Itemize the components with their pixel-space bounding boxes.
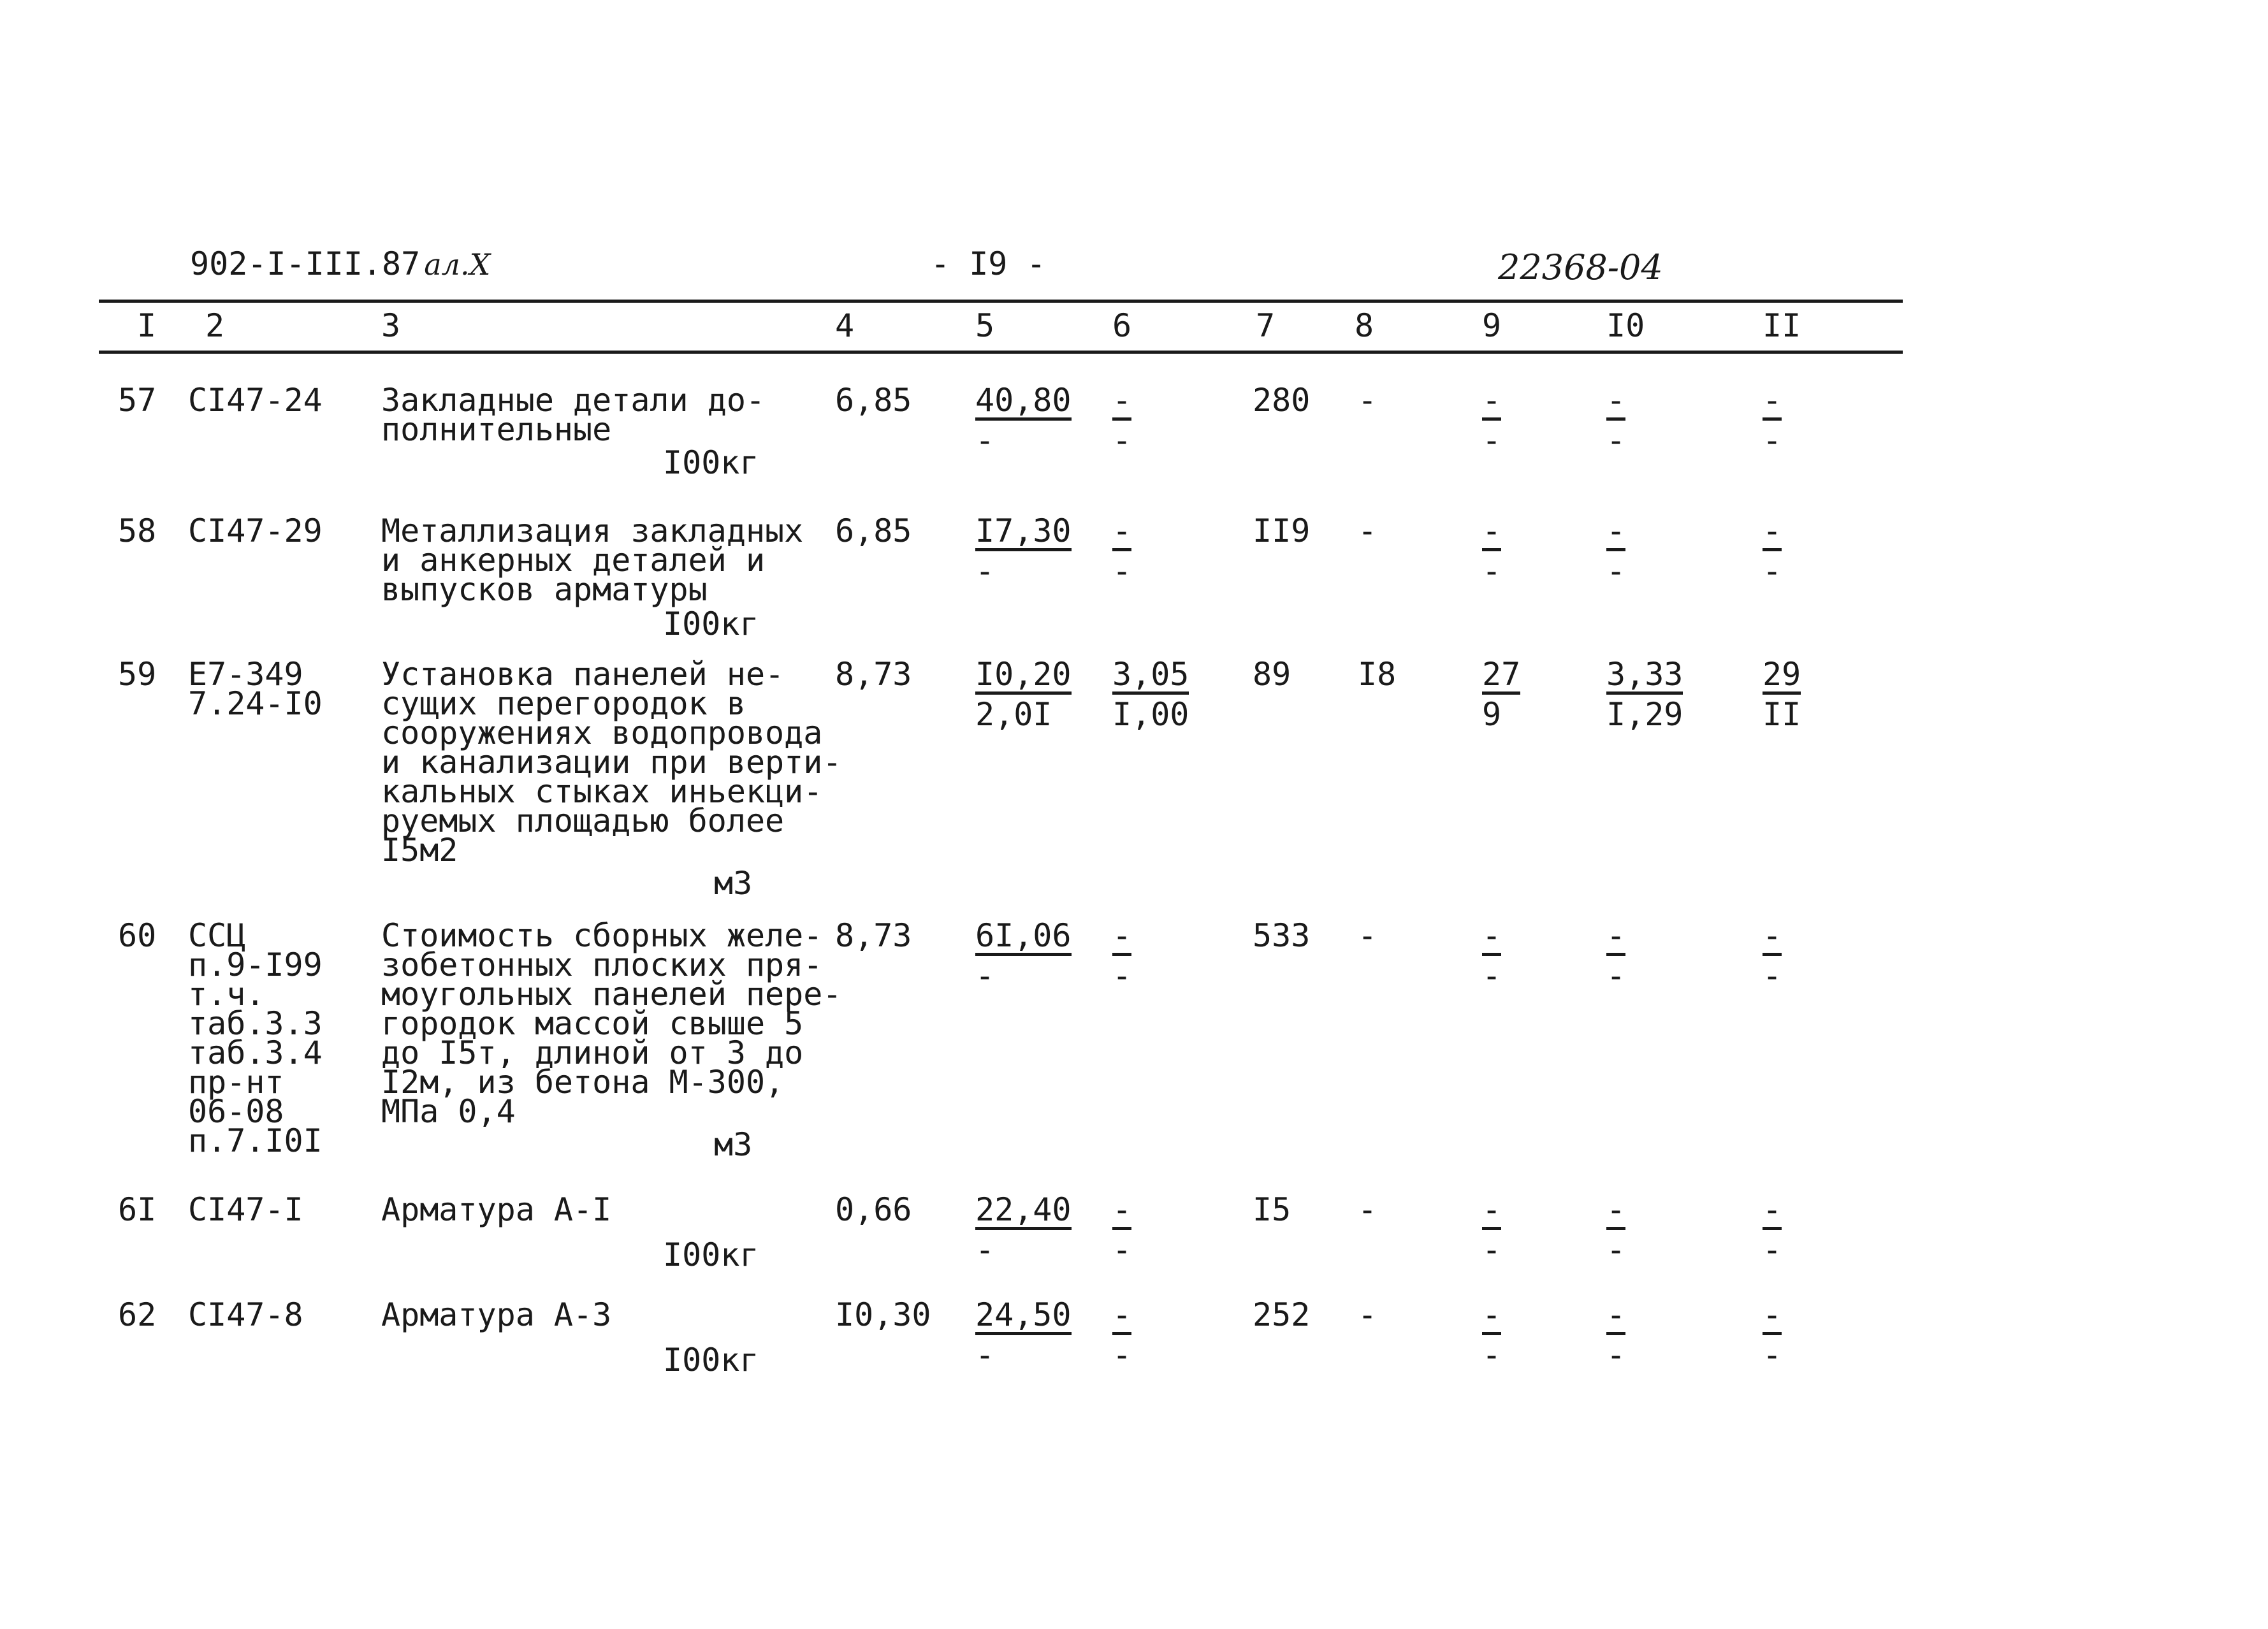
fraction-denominator: - [1763, 957, 1782, 994]
work-description [381, 382, 766, 448]
column-header: I [137, 307, 157, 344]
work-description-line: городок массой свыше 5 [381, 1005, 804, 1042]
total-cost: 280 [1253, 382, 1311, 419]
work-description-line: кальных стыках иньекци- [381, 773, 823, 810]
rate-code-line: E7-349 [188, 656, 303, 693]
work-description [381, 917, 842, 1130]
work-description-line: Закладные детали до- [381, 382, 766, 419]
cost-fraction-c5 [975, 512, 1072, 590]
fraction-numerator: - [1763, 516, 1782, 551]
work-description-line: сооружениях водопровода [381, 714, 823, 751]
table-top-rule [99, 300, 1903, 303]
fraction-numerator: - [1606, 516, 1625, 551]
work-description-line: Установка панелей не- [381, 656, 785, 693]
column-header: 4 [835, 307, 855, 344]
rate-code-line: п.7.I0I [188, 1122, 323, 1159]
rate-code-line: п.9-I99 [188, 946, 323, 983]
cost-fraction-c10 [1606, 382, 1626, 459]
cost-fraction-c6 [1112, 382, 1132, 459]
work-description-line: до I5т, длиной от 3 до [381, 1034, 804, 1071]
column-header: 5 [975, 307, 995, 344]
fraction-numerator: - [1606, 386, 1625, 421]
cost-fraction-c11 [1763, 1191, 1782, 1268]
fraction-denominator: - [975, 1336, 995, 1373]
fraction-denominator: - [1112, 957, 1132, 994]
wage-cost: - [1358, 1296, 1378, 1333]
fraction-numerator: 3,05 [1112, 660, 1189, 695]
fraction-numerator: - [1763, 1300, 1782, 1335]
cost-fraction-c9 [1482, 382, 1502, 459]
row-number: 58 [118, 512, 157, 549]
total-cost: I5 [1253, 1191, 1291, 1228]
work-description-line: Металлизация закладных [381, 512, 804, 549]
cost-fraction-c11 [1763, 512, 1782, 590]
rate-code [188, 656, 323, 722]
quantity-value: 8,73 [835, 917, 912, 954]
wage-cost: - [1358, 382, 1378, 419]
fraction-denominator: - [1112, 1231, 1132, 1268]
rate-code [188, 1296, 303, 1333]
cost-fraction-c11 [1763, 917, 1782, 994]
cost-fraction-c10 [1606, 917, 1626, 994]
cost-fraction-c10 [1606, 1296, 1626, 1373]
page-number: - I9 - [931, 245, 1046, 282]
sheet-number: 22368-04 [1498, 247, 1663, 287]
column-header: 6 [1112, 307, 1132, 344]
total-cost: 252 [1253, 1296, 1311, 1333]
column-header: I0 [1606, 307, 1645, 344]
document-code [190, 245, 490, 282]
rate-code-line: CI47-I [188, 1191, 303, 1228]
fraction-numerator: 6I,06 [975, 921, 1072, 956]
total-cost: II9 [1253, 512, 1311, 549]
rate-code-line: таб.3.3 [188, 1005, 323, 1042]
fraction-numerator: - [1763, 1195, 1782, 1230]
fraction-denominator: - [975, 957, 995, 994]
column-header: 9 [1482, 307, 1502, 344]
rate-code-line: т.ч. [188, 976, 265, 1013]
fraction-numerator: - [1482, 921, 1501, 956]
work-description [381, 512, 804, 608]
fraction-numerator: - [1763, 921, 1782, 956]
fraction-numerator: 27 [1482, 660, 1520, 695]
fraction-denominator: 2,0I [975, 696, 1052, 733]
rate-code [188, 1191, 303, 1228]
cost-fraction-c10 [1606, 656, 1683, 733]
rate-code-line: таб.3.4 [188, 1034, 323, 1071]
work-description-line: и анкерных деталей и [381, 542, 766, 579]
row-number: 62 [118, 1296, 157, 1333]
work-description-line: и канализации при верти- [381, 744, 842, 781]
fraction-numerator: - [1112, 1300, 1131, 1335]
cost-fraction-c10 [1606, 512, 1626, 590]
cost-fraction-c5 [975, 656, 1072, 733]
fraction-numerator: 3,33 [1606, 660, 1683, 695]
work-description-line: моугольных панелей пере- [381, 976, 842, 1013]
rate-code-line: CI47-24 [188, 382, 323, 419]
rate-code-line: пр-нт [188, 1064, 284, 1101]
fraction-numerator: - [1112, 386, 1131, 421]
total-cost: 533 [1253, 917, 1311, 954]
rate-code [188, 917, 323, 1159]
cost-fraction-c5 [975, 917, 1072, 994]
row-number: 6I [118, 1191, 157, 1228]
fraction-denominator: - [975, 1231, 995, 1268]
cost-fraction-c6 [1112, 512, 1132, 590]
cost-fraction-c10 [1606, 1191, 1626, 1268]
wage-cost: - [1358, 917, 1378, 954]
fraction-denominator: I,00 [1112, 696, 1189, 733]
work-description-line: МПа 0,4 [381, 1093, 516, 1130]
column-header: 2 [205, 307, 225, 344]
fraction-numerator: I0,20 [975, 660, 1072, 695]
fraction-denominator: - [1763, 553, 1782, 590]
measure-unit: I00кг [663, 1342, 759, 1379]
fraction-numerator: - [1112, 1195, 1131, 1230]
fraction-numerator: - [1482, 1300, 1501, 1335]
cost-fraction-c6 [1112, 1191, 1132, 1268]
fraction-denominator: - [1763, 1336, 1782, 1373]
quantity-value: 6,85 [835, 512, 912, 549]
fraction-denominator: - [1763, 422, 1782, 459]
fraction-denominator: - [975, 553, 995, 590]
fraction-numerator: - [1763, 386, 1782, 421]
fraction-numerator: 24,50 [975, 1300, 1072, 1335]
fraction-numerator: 22,40 [975, 1195, 1072, 1230]
wage-cost: I8 [1358, 656, 1397, 693]
quantity-value: 0,66 [835, 1191, 912, 1228]
fraction-denominator: - [1482, 1336, 1502, 1373]
fraction-denominator: - [1606, 422, 1626, 459]
rate-code-line: 7.24-I0 [188, 685, 323, 722]
work-description [381, 1296, 612, 1333]
cost-fraction-c5 [975, 382, 1072, 459]
fraction-denominator: - [1482, 1231, 1502, 1268]
measure-unit: I00кг [663, 605, 759, 642]
column-header: II [1763, 307, 1801, 344]
total-cost: 89 [1253, 656, 1291, 693]
cost-fraction-c11 [1763, 656, 1801, 733]
cost-fraction-c9 [1482, 1191, 1502, 1268]
document-code-suffix: ал.Х [424, 247, 491, 282]
fraction-numerator: 29 [1763, 660, 1801, 695]
cost-fraction-c9 [1482, 656, 1521, 733]
row-number: 59 [118, 656, 157, 693]
fraction-numerator: - [1482, 516, 1501, 551]
fraction-numerator: - [1112, 921, 1131, 956]
fraction-denominator: - [1112, 422, 1132, 459]
work-description-line: зобетонных плоских пря- [381, 946, 823, 983]
fraction-denominator: - [1482, 553, 1502, 590]
rate-code-line: 06-08 [188, 1093, 284, 1130]
fraction-denominator: I,29 [1606, 696, 1683, 733]
column-header: 3 [381, 307, 401, 344]
row-number: 60 [118, 917, 157, 954]
rate-code-line: CI47-29 [188, 512, 323, 549]
measure-unit: I00кг [663, 1236, 759, 1273]
fraction-numerator: - [1606, 1195, 1625, 1230]
cost-fraction-c9 [1482, 917, 1502, 994]
measure-unit: I00кг [663, 444, 759, 481]
row-number: 57 [118, 382, 157, 419]
fraction-denominator: - [1112, 1336, 1132, 1373]
column-header: 8 [1355, 307, 1374, 344]
fraction-denominator: 9 [1482, 696, 1502, 733]
measure-unit: м3 [714, 865, 753, 902]
fraction-denominator: - [975, 422, 995, 459]
fraction-denominator: - [1482, 957, 1502, 994]
work-description [381, 1191, 612, 1228]
fraction-denominator: - [1606, 553, 1626, 590]
fraction-denominator: - [1482, 422, 1502, 459]
fraction-numerator: - [1606, 921, 1625, 956]
wage-cost: - [1358, 1191, 1378, 1228]
rate-code-line: CI47-8 [188, 1296, 303, 1333]
fraction-numerator: 40,80 [975, 386, 1072, 421]
work-description-line: руемых площадью более [381, 802, 785, 839]
cost-fraction-c6 [1112, 1296, 1132, 1373]
work-description-line: Арматура А-I [381, 1191, 612, 1228]
wage-cost: - [1358, 512, 1378, 549]
quantity-value: 8,73 [835, 656, 912, 693]
work-description [381, 656, 842, 869]
table-header-rule [99, 351, 1903, 354]
work-description-line: Арматура А-3 [381, 1296, 612, 1333]
work-description-line: полнительные [381, 411, 612, 448]
quantity-value: I0,30 [835, 1296, 931, 1333]
cost-fraction-c6 [1112, 917, 1132, 994]
work-description-line: I2м, из бетона М-300, [381, 1064, 785, 1101]
column-header: 7 [1256, 307, 1276, 344]
fraction-denominator: II [1763, 696, 1801, 733]
quantity-value: 6,85 [835, 382, 912, 419]
document-code-number: 902-I-III.87 [190, 245, 421, 282]
work-description-line: выпусков арматуры [381, 571, 708, 608]
rate-code [188, 382, 323, 419]
cost-fraction-c6 [1112, 656, 1189, 733]
fraction-denominator: - [1606, 957, 1626, 994]
rate-code [188, 512, 323, 549]
work-description-line: Стоимость сборных желе- [381, 917, 823, 954]
measure-unit: м3 [714, 1126, 753, 1163]
fraction-numerator: - [1482, 1195, 1501, 1230]
cost-fraction-c5 [975, 1191, 1072, 1268]
cost-fraction-c9 [1482, 1296, 1502, 1373]
fraction-numerator: - [1112, 516, 1131, 551]
fraction-denominator: - [1606, 1231, 1626, 1268]
work-description-line: сущих перегородок в [381, 685, 746, 722]
rate-code-line: ССЦ [188, 917, 246, 954]
fraction-numerator: - [1606, 1300, 1625, 1335]
fraction-numerator: - [1482, 386, 1501, 421]
fraction-denominator: - [1112, 553, 1132, 590]
cost-fraction-c9 [1482, 512, 1502, 590]
fraction-denominator: - [1606, 1336, 1626, 1373]
cost-fraction-c11 [1763, 382, 1782, 459]
cost-fraction-c11 [1763, 1296, 1782, 1373]
fraction-numerator: I7,30 [975, 516, 1072, 551]
work-description-line: I5м2 [381, 832, 458, 869]
fraction-denominator: - [1763, 1231, 1782, 1268]
cost-fraction-c5 [975, 1296, 1072, 1373]
